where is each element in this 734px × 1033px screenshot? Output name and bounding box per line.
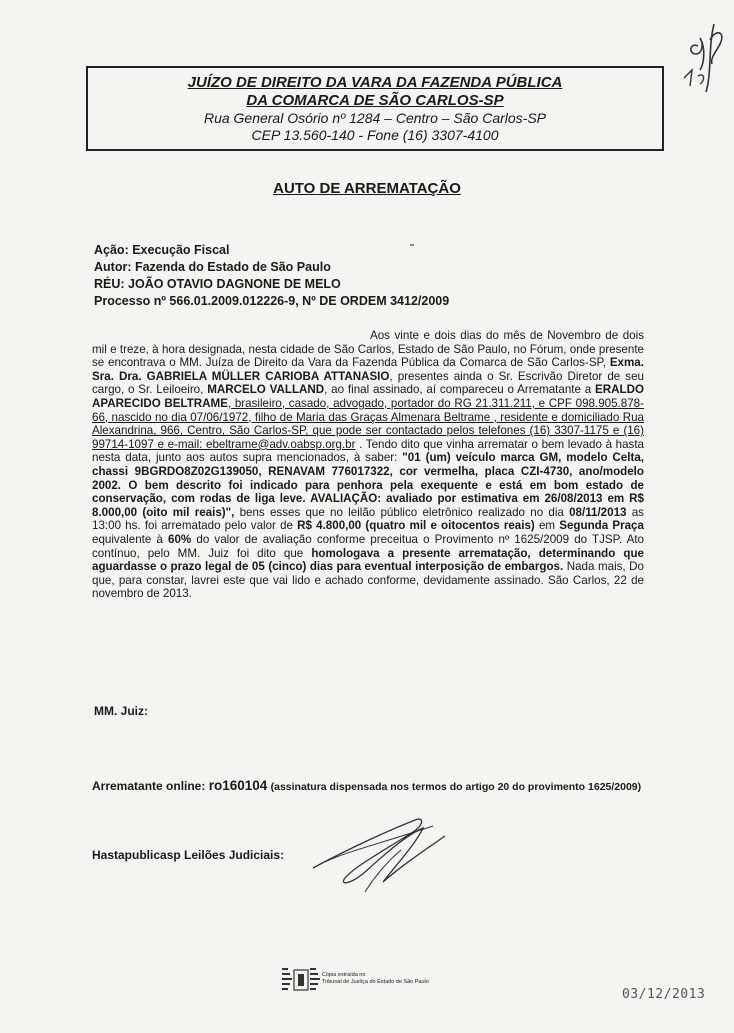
handwritten-page-number (670, 18, 730, 96)
text-equivalent: equivalente à (92, 532, 163, 546)
case-process-number: Processo nº 566.01.2009.012226-9, Nº DE ORDEM 3412/2009 (94, 294, 450, 308)
court-name-line2: DA COMARCA DE SÃO CARLOS-SP (246, 92, 504, 109)
court-name-line1: JUÍZO DE DIREITO DA VARA DA FAZENDA PÚBLICA (187, 74, 563, 91)
online-buyer-code: ro160104 (208, 778, 268, 793)
court-address: Rua General Osório nº 1284 – Centro – São Carlos-SP (203, 110, 547, 126)
auctioneer-name: MARCELO VALLAND (207, 383, 325, 397)
text-provision: do valor de avaliação conforme preceitua o Provimento nº 1625/2009 do TJSP. Ato contínuo, pelo MM. Juiz foi dito que (92, 532, 644, 560)
auction-date: 08/11/2013 (569, 505, 627, 519)
case-author: Autor: Fazenda do Estado de São Paulo (94, 260, 331, 274)
court-header (86, 66, 664, 151)
handwritten-signature (305, 806, 455, 896)
buyer-details: , brasileiro, casado, advogado, portador do RG 21.311.211, e CPF 098.905.878-66, nascido no dia 07/06/1972, filho de Maria das Graças Almenara Beltrame , residente e domiciliado Rua Alexandrina, 966, Centro, São Carlos-SP, que pode ser contactado pelos telefones (16) 3307-1175 e (16) 99714-1097 e e-mail: ebeltrame@adv.oabsp.org.br (92, 396, 644, 451)
text-in: em (538, 519, 556, 533)
auction-record-text (92, 329, 644, 601)
case-action: Ação: Execução Fiscal (94, 243, 230, 257)
sale-percent: 60% (168, 532, 192, 546)
court-contact: CEP 13.560-140 - Fone (16) 3307-4100 (251, 127, 499, 143)
text-clerk: , presentes ainda o Sr. Escrivão Diretor de seu cargo, o Sr. Leiloeiro, (92, 369, 644, 397)
judge-name: Exma. Sra. Dra. GABRIELA MÜLLER CARIOBA ATTANASIO (92, 356, 644, 383)
case-info (94, 242, 654, 310)
text-auction: bens esses que no leilão público eletrônico realizado no dia (239, 505, 564, 519)
judge-signature-label: MM. Juiz: (94, 704, 148, 718)
online-buyer-note: (assinatura dispensada nos termos do artigo 20 do provimento 1625/2009) (270, 781, 642, 793)
text-appearance: , ao final assinado, aí compareceu o Arrematante a (324, 383, 592, 397)
online-buyer-line (92, 778, 652, 795)
case-defendant: RÉU: JOÃO OTAVIO DAGNONE DE MELO (94, 277, 341, 291)
judicial-decision: homologava a presente arrematação, determinando que aguardasse o prazo legal de 05 (cinco) dias para eventual interposição de embargos. (92, 546, 644, 574)
item-description: "01 (um) veículo marca GM, modelo Celta, chassi 9BGRDO8Z02G139050, RENAVAM 776017322, cor vermelha, placa CZI-4730, ano/modelo 2002. O bem descrito foi indicado para penhora pela exequente e está em bom estado de conservação, com rodas de liga leve. AVALIAÇÃO: avaliado por estimativa em 26/08/2013 em R$ 8.000,00 (oito mil reais)", (92, 451, 644, 519)
text-sold: as 13:00 hs. foi arrematado pelo valor de (92, 505, 644, 533)
text-closing: Nada mais, Do que, para constar, lavrei este que vai lido e achado conforme, devidamente assinado. São Carlos, 22 de novembro de 2013. (92, 560, 644, 601)
sale-price: R$ 4.800,00 (quatro mil e oitocentos reais) (297, 519, 535, 533)
stamp-line1: Cópia extraída no (322, 972, 366, 978)
document-title: AUTO DE ARREMATAÇÃO (273, 180, 461, 197)
auction-round: Segunda Praça (559, 519, 644, 533)
stamp-line2: Tribunal de Justiça do Estado de São Paulo (322, 979, 429, 985)
auctioneer-signature-label: Hastapublicasp Leilões Judiciais: (92, 848, 285, 862)
buyer-name: ERALDO APARECIDO BELTRAME (92, 383, 644, 410)
stamp-caption (322, 972, 429, 986)
text-intro: Aos vinte e dois dias do mês de Novembro de dois mil e treze, à hora designada, nesta cidade de São Carlos, Estado de São Paulo, no Fórum, onde presente se encontrava o MM. Juíza de Direito da Vara da Fazenda Pública da Comarca de São Carlos-SP, (92, 329, 644, 370)
text-purpose: . Tendo dito que vinha arrematar o bem levado à hasta nesta data, junto aos autos supra mencionados, à saber: (92, 437, 645, 465)
print-date-stamp: 03/12/2013 (622, 987, 706, 1002)
online-buyer-label: Arrematante online: (92, 779, 206, 793)
